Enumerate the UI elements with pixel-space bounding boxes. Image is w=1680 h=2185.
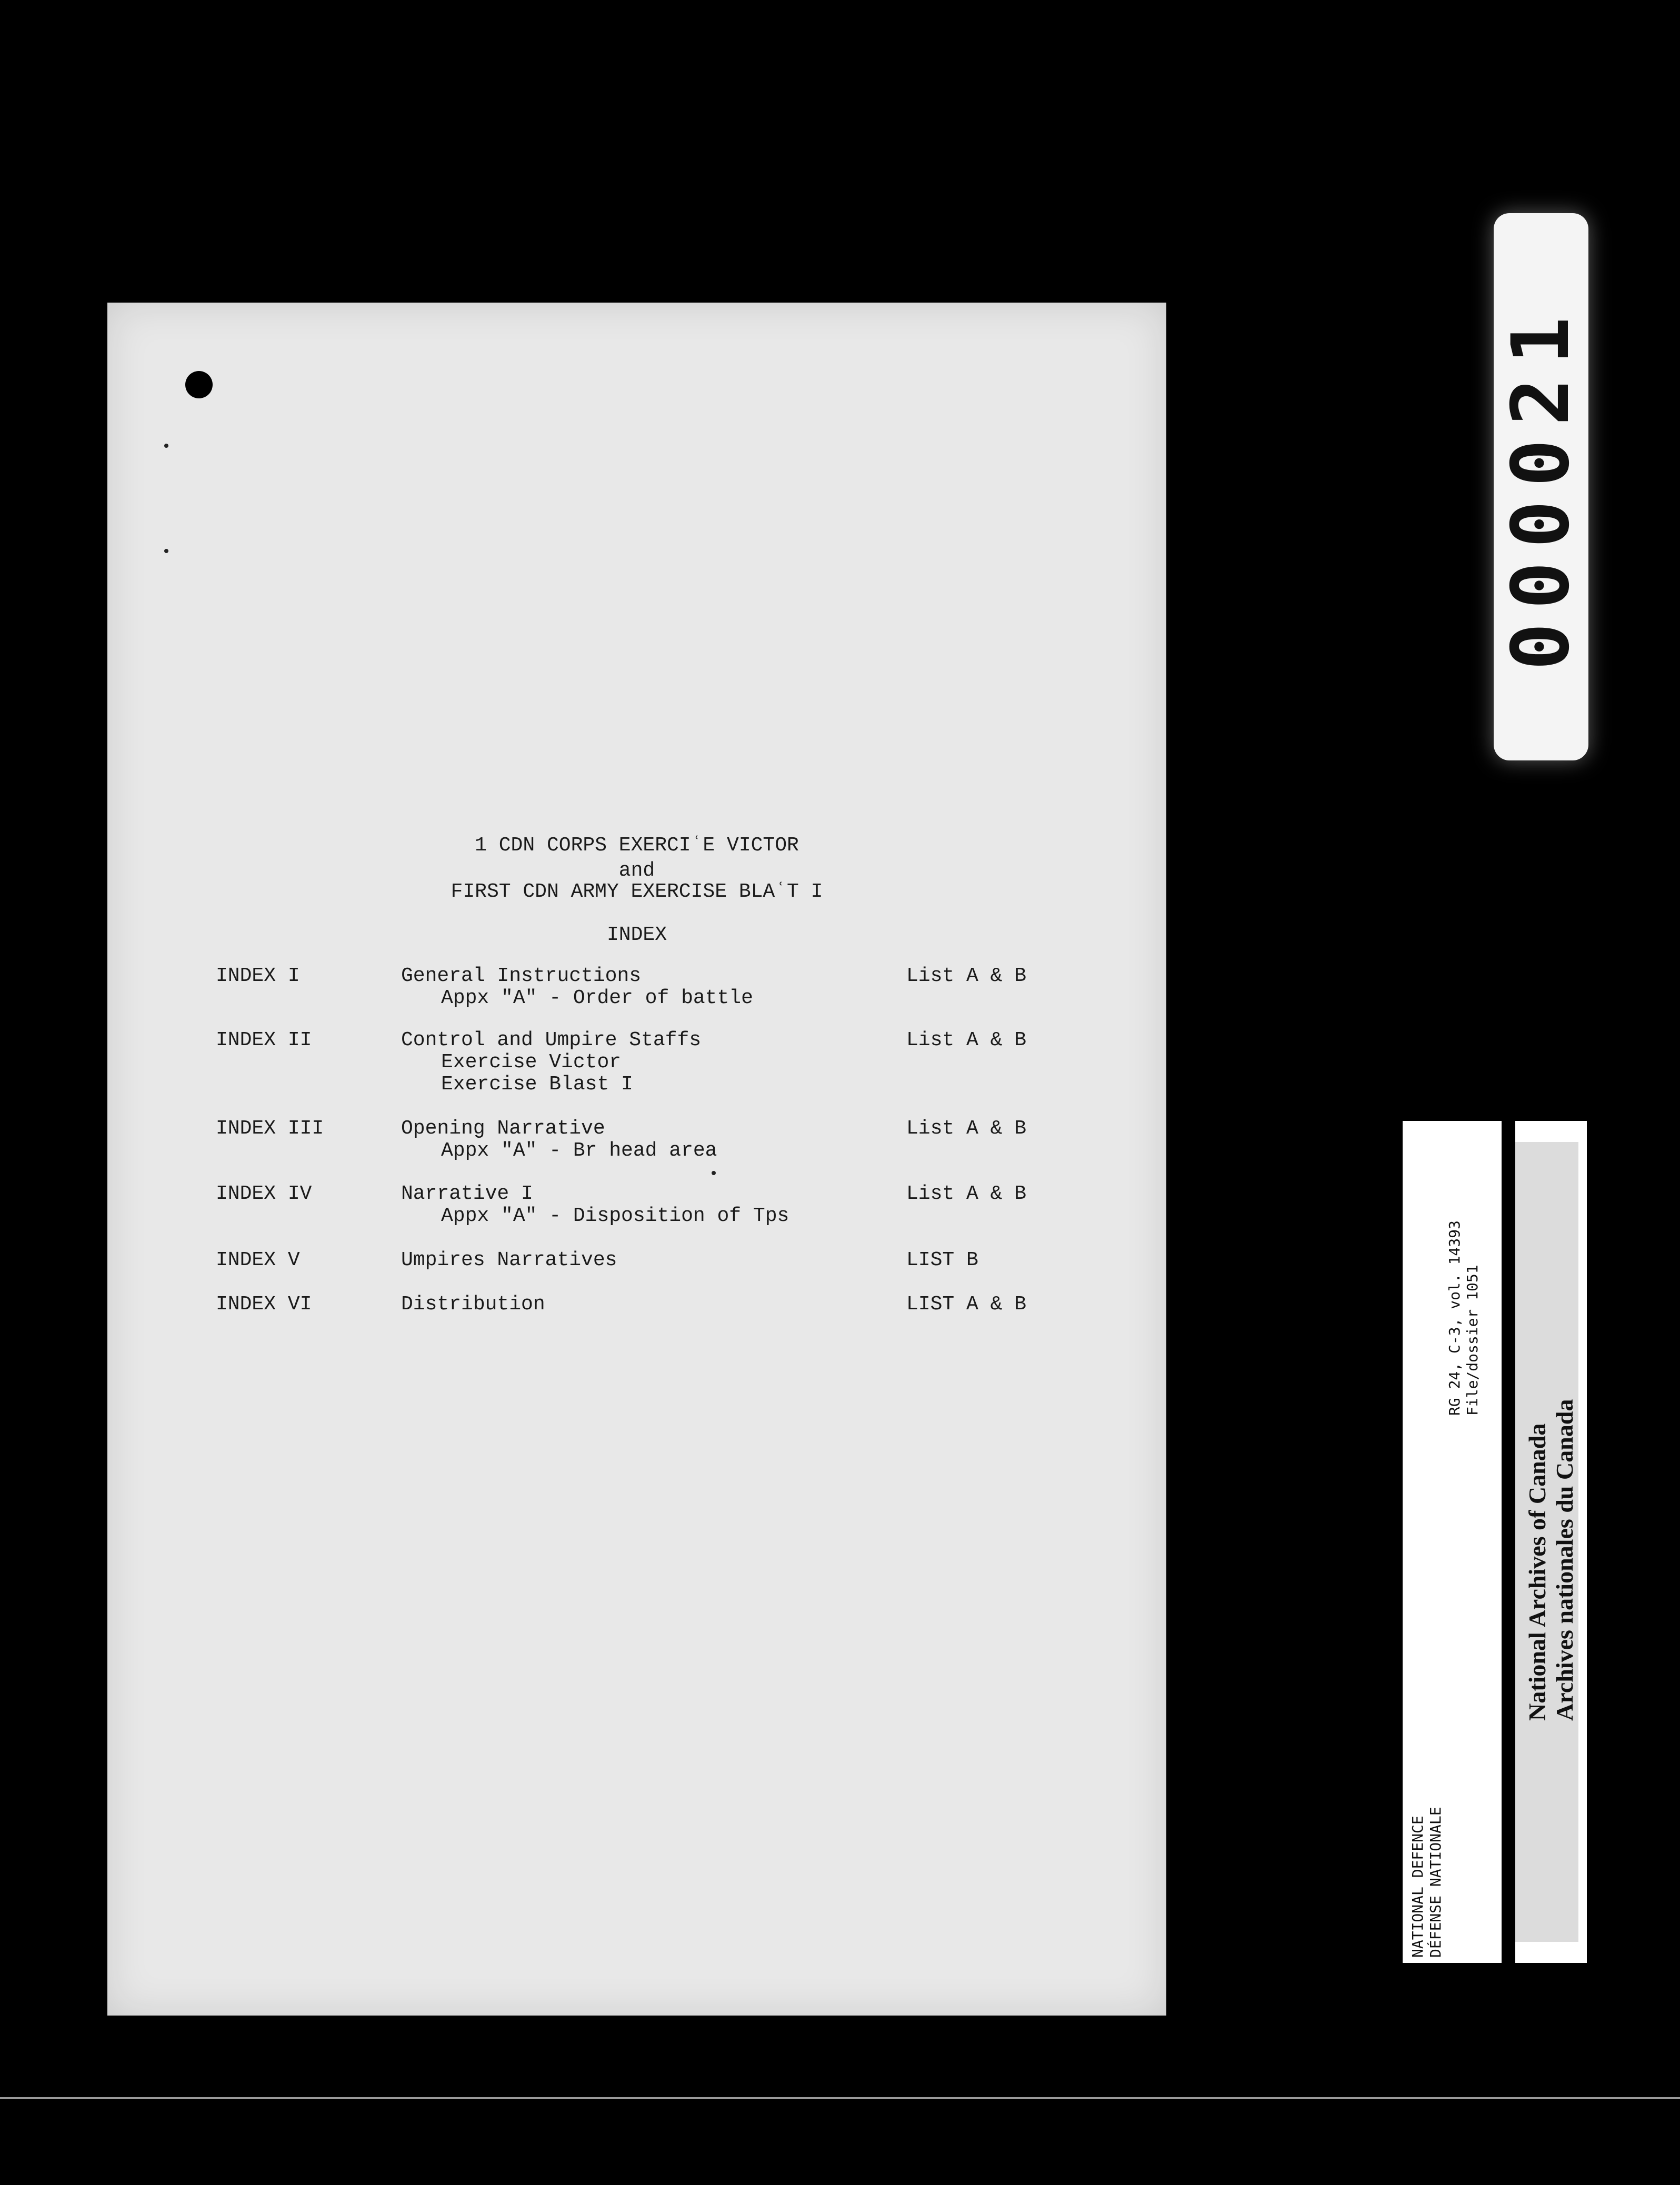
index-entry (107, 1293, 1166, 1356)
index-title: Umpires Narratives (401, 1249, 617, 1271)
file-reference: File/dossier 1051 (1464, 1265, 1481, 1416)
index-number: INDEX V (216, 1249, 300, 1271)
title-line-1: 1 CDN CORPS EXERCIʿE VICTOR (475, 834, 799, 857)
speck (164, 549, 168, 553)
index-entry (107, 1182, 1166, 1246)
document-page (107, 303, 1166, 2016)
record-group-reference: RG 24, C-3, vol. 14393 (1446, 1220, 1463, 1416)
index-title: General Instructions (401, 965, 642, 987)
archives-name-french: Archives nationales du Canada (1551, 1399, 1578, 1721)
index-entry (107, 1117, 1166, 1180)
index-number: INDEX VI (216, 1293, 312, 1316)
index-list: List A & B (906, 1182, 1027, 1205)
index-list: List A & B (906, 1117, 1027, 1140)
index-sub: Exercise Victor (441, 1051, 622, 1074)
index-list: List A & B (906, 1029, 1027, 1051)
index-number: INDEX IV (216, 1182, 312, 1205)
department-french: DÉFENSE NATIONALE (1427, 1807, 1444, 1958)
frame-number: 000021 (1495, 303, 1587, 670)
index-number: INDEX I (216, 965, 300, 987)
index-title: Distribution (401, 1293, 545, 1316)
index-sub: Appx "A" - Order of battle (441, 987, 753, 1009)
index-entry (107, 1029, 1166, 1096)
archive-reference-label (1403, 1121, 1587, 1963)
index-heading: INDEX (606, 924, 667, 946)
speck (164, 444, 168, 448)
title-line-2: and (618, 859, 655, 882)
label-divider (1502, 1121, 1515, 1963)
index-list: LIST B (906, 1249, 978, 1271)
index-title: Control and Umpire Staffs (401, 1029, 702, 1051)
index-list: LIST A & B (906, 1293, 1027, 1316)
department-english: NATIONAL DEFENCE (1409, 1816, 1426, 1958)
index-number: INDEX II (216, 1029, 312, 1051)
punch-hole (185, 371, 213, 398)
title-line-3: FIRST CDN ARMY EXERCISE BLAʿT I (451, 880, 823, 903)
frame-number-label (1494, 213, 1588, 760)
index-title: Opening Narrative (401, 1117, 605, 1140)
index-sub: Exercise Blast I (441, 1073, 633, 1096)
index-sub: Appx "A" - Disposition of Tps (441, 1205, 789, 1227)
scanner-edge-line (0, 2097, 1680, 2099)
index-number: INDEX III (216, 1117, 324, 1140)
index-list: List A & B (906, 965, 1027, 987)
index-entry (107, 965, 1166, 1028)
index-sub: Appx "A" - Br head area (441, 1139, 717, 1162)
index-title: Narrative I (401, 1182, 533, 1205)
archives-name-english: National Archives of Canada (1524, 1423, 1551, 1721)
